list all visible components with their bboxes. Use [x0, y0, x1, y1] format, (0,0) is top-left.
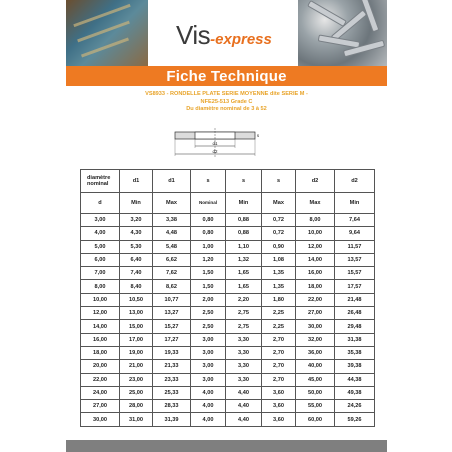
column-subheader: Max: [153, 193, 191, 214]
table-cell: 3,30: [226, 346, 262, 359]
table-cell: 35,38: [335, 346, 375, 359]
table-cell: 1,08: [262, 253, 296, 266]
table-row: [81, 214, 375, 227]
table-cell: 0,72: [262, 227, 296, 240]
table-row: [81, 373, 375, 386]
table-cell: 7,62: [153, 267, 191, 280]
table-cell: 3,00: [191, 333, 226, 346]
table-row: [81, 386, 375, 399]
table-row: [81, 253, 375, 266]
table-cell: 4,40: [226, 413, 262, 426]
table-cell: 3,00: [191, 346, 226, 359]
table-cell: 1,65: [226, 267, 262, 280]
table-cell: 3,30: [226, 373, 262, 386]
table-cell: 59,26: [335, 413, 375, 426]
table-cell: 28,00: [120, 400, 153, 413]
table-cell: 21,33: [153, 360, 191, 373]
table-cell: 1,20: [191, 253, 226, 266]
column-subheader: Max: [262, 193, 296, 214]
table-cell: 50,00: [296, 386, 335, 399]
table-cell: 1,65: [226, 280, 262, 293]
table-cell: 39,38: [335, 360, 375, 373]
table-cell: 15,57: [335, 267, 375, 280]
table-cell: 0,80: [191, 227, 226, 240]
table-cell: 4,00: [191, 400, 226, 413]
table-cell: 22,00: [81, 373, 120, 386]
workshop-photo: [66, 0, 148, 66]
column-header: d2: [335, 170, 375, 193]
table-cell: 1,35: [262, 280, 296, 293]
table-row: [81, 413, 375, 426]
table-cell: 21,48: [335, 293, 375, 306]
column-subheader: d: [81, 193, 120, 214]
table-subheader-row: [81, 193, 375, 214]
footer-bar: [66, 440, 387, 452]
table-cell: 3,20: [120, 214, 153, 227]
brand-logo: Vis-express: [176, 20, 272, 50]
column-subheader: Min: [226, 193, 262, 214]
table-row: [81, 280, 375, 293]
table-cell: 14,00: [81, 320, 120, 333]
table-cell: 1,80: [262, 293, 296, 306]
table-cell: 29,48: [335, 320, 375, 333]
table-cell: 1,10: [226, 240, 262, 253]
table-cell: 7,40: [120, 267, 153, 280]
table-cell: 13,00: [120, 307, 153, 320]
table-cell: 4,00: [191, 413, 226, 426]
table-cell: 4,40: [226, 386, 262, 399]
s-label: s: [256, 133, 260, 138]
column-header: s: [262, 170, 296, 193]
table-cell: 2,25: [262, 307, 296, 320]
table-cell: 17,27: [153, 333, 191, 346]
table-cell: 3,60: [262, 386, 296, 399]
table-cell: 49,38: [335, 386, 375, 399]
d2-label: d2: [212, 149, 218, 154]
table-row: [81, 360, 375, 373]
table-cell: 10,50: [120, 293, 153, 306]
table-cell: 2,70: [262, 333, 296, 346]
table-cell: 2,70: [262, 360, 296, 373]
table-cell: 26,48: [335, 307, 375, 320]
column-subheader: Min: [120, 193, 153, 214]
table-cell: 23,33: [153, 373, 191, 386]
table-cell: 28,33: [153, 400, 191, 413]
table-cell: 3,00: [81, 214, 120, 227]
table-cell: 32,00: [296, 333, 335, 346]
table-cell: 2,00: [191, 293, 226, 306]
screws-photo: [298, 0, 387, 66]
table-cell: 6,62: [153, 253, 191, 266]
table-cell: 6,00: [81, 253, 120, 266]
table-cell: 40,00: [296, 360, 335, 373]
column-header: d1: [153, 170, 191, 193]
table-row: [81, 293, 375, 306]
table-cell: 16,00: [81, 333, 120, 346]
header: [66, 0, 387, 86]
column-subheader: Nominal: [191, 193, 226, 214]
table-cell: 15,27: [153, 320, 191, 333]
table-cell: 15,00: [120, 320, 153, 333]
table-cell: 0,72: [262, 214, 296, 227]
table-cell: 3,00: [191, 360, 226, 373]
table-cell: 17,57: [335, 280, 375, 293]
table-cell: 3,38: [153, 214, 191, 227]
table-cell: 17,00: [120, 333, 153, 346]
table-cell: 45,00: [296, 373, 335, 386]
column-subheader: Max: [296, 193, 335, 214]
table-cell: 9,64: [335, 227, 375, 240]
table-row: [81, 227, 375, 240]
table-cell: 4,00: [191, 386, 226, 399]
table-cell: 5,48: [153, 240, 191, 253]
table-cell: 10,00: [296, 227, 335, 240]
table-cell: 0,90: [262, 240, 296, 253]
table-cell: 3,60: [262, 413, 296, 426]
table-cell: 24,26: [335, 400, 375, 413]
table-cell: 31,00: [120, 413, 153, 426]
table-cell: 3,30: [226, 333, 262, 346]
table-cell: 2,50: [191, 320, 226, 333]
table-cell: 21,00: [120, 360, 153, 373]
table-cell: 2,70: [262, 346, 296, 359]
table-cell: 7,00: [81, 267, 120, 280]
table-cell: 0,88: [226, 227, 262, 240]
spec-table: [80, 169, 374, 427]
column-subheader: Min: [335, 193, 375, 214]
table-cell: 2,20: [226, 293, 262, 306]
table-cell: 2,75: [226, 307, 262, 320]
table-cell: 27,00: [81, 400, 120, 413]
table-row: [81, 307, 375, 320]
washer-diagram: [170, 126, 260, 160]
table-cell: 1,50: [191, 280, 226, 293]
table-cell: 10,00: [81, 293, 120, 306]
table-cell: 14,00: [296, 253, 335, 266]
table-cell: 1,00: [191, 240, 226, 253]
table-cell: 13,57: [335, 253, 375, 266]
table-cell: 3,30: [226, 360, 262, 373]
table-cell: 19,33: [153, 346, 191, 359]
table-cell: 4,48: [153, 227, 191, 240]
table-cell: 25,33: [153, 386, 191, 399]
table-cell: 44,38: [335, 373, 375, 386]
table-cell: 12,00: [296, 240, 335, 253]
table-cell: 55,00: [296, 400, 335, 413]
table-cell: 18,00: [81, 346, 120, 359]
table-cell: 8,62: [153, 280, 191, 293]
table-row: [81, 346, 375, 359]
column-header: diamètre nominal: [81, 170, 120, 193]
table-cell: 25,00: [120, 386, 153, 399]
product-line-3: Du diamètre nominal de 3 à 52: [186, 106, 267, 113]
table-cell: 12,00: [81, 307, 120, 320]
table-cell: 8,00: [81, 280, 120, 293]
table-cell: 30,00: [81, 413, 120, 426]
d1-label: d1: [212, 141, 218, 146]
table-cell: 7,64: [335, 214, 375, 227]
table-row: [81, 240, 375, 253]
table-cell: 16,00: [296, 267, 335, 280]
table-cell: 3,60: [262, 400, 296, 413]
table-cell: 31,39: [153, 413, 191, 426]
table-header-row: [81, 170, 375, 193]
table-cell: 13,27: [153, 307, 191, 320]
table-cell: 0,80: [191, 214, 226, 227]
table-cell: 19,00: [120, 346, 153, 359]
column-header: d2: [296, 170, 335, 193]
column-header: s: [191, 170, 226, 193]
table-cell: 60,00: [296, 413, 335, 426]
column-header: d1: [120, 170, 153, 193]
table-cell: 1,35: [262, 267, 296, 280]
table-cell: 3,00: [191, 373, 226, 386]
table-cell: 8,40: [120, 280, 153, 293]
table-cell: 4,30: [120, 227, 153, 240]
table-cell: 2,70: [262, 373, 296, 386]
table-cell: 8,00: [296, 214, 335, 227]
table-cell: 30,00: [296, 320, 335, 333]
table-cell: 23,00: [120, 373, 153, 386]
column-header: s: [226, 170, 262, 193]
table-cell: 2,50: [191, 307, 226, 320]
table-cell: 5,00: [81, 240, 120, 253]
table-cell: 1,50: [191, 267, 226, 280]
table-row: [81, 333, 375, 346]
table-cell: 4,00: [81, 227, 120, 240]
table-cell: 22,00: [296, 293, 335, 306]
table-cell: 0,88: [226, 214, 262, 227]
product-title: [66, 91, 387, 114]
table-cell: 6,40: [120, 253, 153, 266]
table-cell: 2,25: [262, 320, 296, 333]
table-cell: 18,00: [296, 280, 335, 293]
product-line-1: VS8933 - RONDELLE PLATE SERIE MOYENNE dite SERIE M -: [145, 91, 308, 97]
table-cell: 31,38: [335, 333, 375, 346]
table-row: [81, 400, 375, 413]
title-banner: [66, 66, 387, 86]
table-cell: 10,77: [153, 293, 191, 306]
table-cell: 24,00: [81, 386, 120, 399]
banner-title: Fiche Technique: [166, 67, 287, 85]
table-cell: 27,00: [296, 307, 335, 320]
product-line-2: NFE25-513 Grade C: [200, 98, 253, 105]
table-row: [81, 320, 375, 333]
table-cell: 36,00: [296, 346, 335, 359]
table-cell: 5,30: [120, 240, 153, 253]
table-cell: 20,00: [81, 360, 120, 373]
table-cell: 4,40: [226, 400, 262, 413]
table-cell: 2,75: [226, 320, 262, 333]
table-cell: 1,32: [226, 253, 262, 266]
table-cell: 11,57: [335, 240, 375, 253]
table-row: [81, 267, 375, 280]
